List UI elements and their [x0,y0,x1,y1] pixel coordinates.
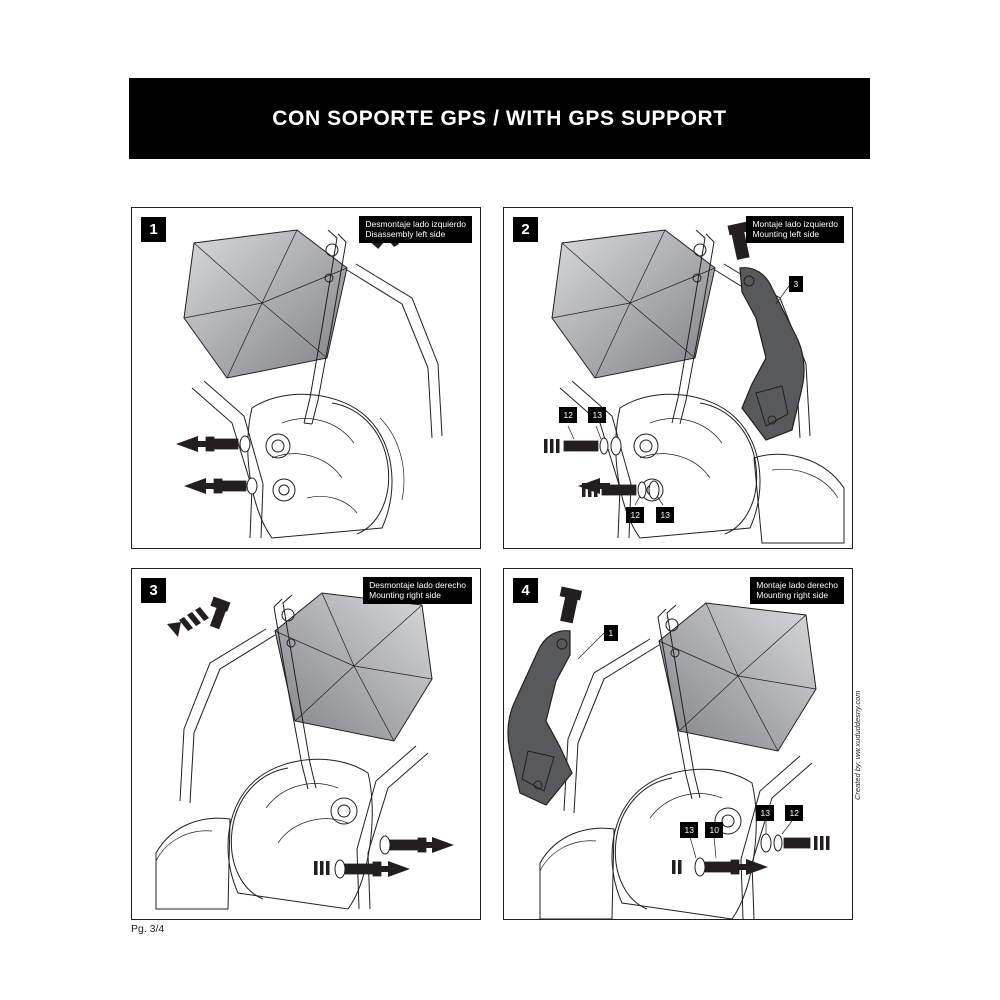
callout-part-3: 3 [789,276,803,292]
callout-part-13-upper: 13 [588,407,606,423]
page-number: Pg. 3/4 [131,923,165,935]
caption-es-3: Desmontaje lado derecho [369,580,466,590]
callout-part-12-lower: 12 [626,507,644,523]
caption-en-1: Disassembly left side [365,229,446,240]
caption-en-3: Mounting right side [369,590,441,601]
gps-bracket-right [508,631,572,805]
credit-text: Created by: ww.xududdesny.com [853,690,862,800]
bolt-bracket-top-step4 [560,587,581,623]
caption-step-2 [746,216,844,243]
arrow-top-step3 [167,607,209,637]
hardware-right-step4 [761,834,830,852]
panel-step-2 [503,207,853,549]
callout-part-13-lower: 13 [656,507,674,523]
bolt-top-step3 [210,597,229,629]
bolt-mid-step1 [206,436,250,452]
step-badge-1: 1 [141,217,166,242]
caption-es-4: Montaje lado derecho [756,580,838,590]
callout-part-12-upper: 12 [559,407,577,423]
panel-step-3 [131,568,481,920]
caption-es-1: Desmontaje lado izquierdo [365,219,466,229]
panel-step-4 [503,568,853,920]
hardware-center-step4 [672,858,739,876]
callout-part-13-center: 13 [680,822,698,838]
illustration-step-1 [132,208,480,548]
illustration-step-4 [504,569,852,919]
step-badge-4: 4 [513,578,538,603]
title-banner [129,78,870,159]
hardware-center-step3 [314,860,381,878]
step-badge-2: 2 [513,217,538,242]
caption-es-2: Montaje lado izquierdo [752,219,838,229]
callout-part-10-center: 10 [705,822,723,838]
caption-step-3 [363,577,472,604]
step-badge-3: 3 [141,578,166,603]
illustration-step-3 [132,569,480,919]
bolt-low-step1 [214,478,257,494]
caption-en-2: Mounting left side [752,229,820,240]
illustration-step-2 [504,208,852,548]
callout-part-1: 1 [604,625,618,641]
caption-en-4: Mounting right side [756,590,829,601]
panel-step-1 [131,207,481,549]
arrow-mid-step1 [176,436,208,452]
callout-part-12-right: 12 [785,805,803,821]
arrow-low-step1 [184,478,216,494]
page-title: CON SOPORTE GPS / WITH GPS SUPPORT [272,106,727,130]
gps-bracket-left [740,268,804,440]
callout-part-13-right: 13 [756,805,774,821]
caption-step-1 [359,216,472,243]
hardware-right-step3 [380,836,426,854]
caption-step-4 [750,577,844,604]
